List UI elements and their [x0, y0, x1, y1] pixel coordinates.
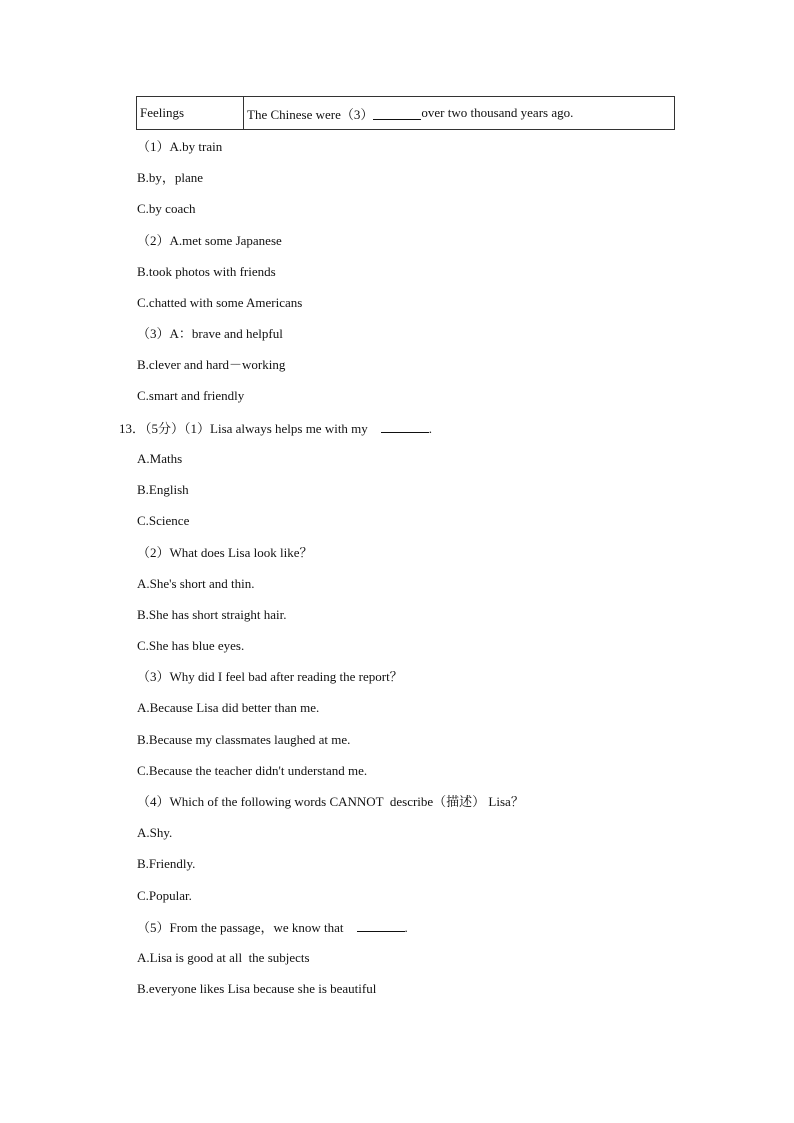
q13-1-stem: [119, 420, 432, 437]
q13-1-option-a: A.Maths: [137, 451, 183, 466]
feelings-table: [136, 96, 675, 130]
q13-1-option-b: B.English: [137, 482, 189, 497]
answer-blank[interactable]: [357, 919, 405, 932]
q13-3-stem: （3）Why did I feel bad after reading the report？: [137, 669, 403, 684]
table-label: Feelings: [140, 105, 185, 120]
q13-5-stem-text: （5）From the passage，we know that: [137, 920, 344, 935]
q13-4-option-c: C.Popular.: [137, 888, 192, 903]
table-content-cell: [244, 97, 674, 129]
q12-3-option-b: B.clever and hard－working: [137, 357, 286, 372]
q13-2-option-b: B.She has short straight hair.: [137, 607, 287, 622]
table-text-after: over two thousand years ago.: [421, 105, 574, 120]
q12-1-option-a: （1）A.by train: [137, 139, 223, 154]
q13-2-option-a: A.She's short and thin.: [137, 576, 255, 591]
q12-2-option-b: B.took photos with friends: [137, 264, 276, 279]
q13-5-option-b: B.everyone likes Lisa because she is beautiful: [137, 981, 377, 996]
q13-1-option-c: C.Science: [137, 513, 190, 528]
q12-1-option-c: C.by coach: [137, 201, 196, 216]
answer-blank[interactable]: [373, 107, 421, 120]
q13-5-option-a: A.Lisa is good at all the subjects: [137, 950, 310, 965]
q12-3-option-a: （3）A：brave and helpful: [137, 326, 283, 341]
q13-5-stem-end: .: [404, 920, 408, 935]
q12-2-option-a: （2）A.met some Japanese: [137, 233, 282, 248]
q13-3-option-b: B.Because my classmates laughed at me.: [137, 732, 351, 747]
q12-1-option-b: B.by，plane: [137, 170, 204, 185]
q13-2-stem: （2）What does Lisa look like？: [137, 545, 313, 560]
q13-4-option-a: A.Shy.: [137, 825, 173, 840]
q12-3-option-c: C.smart and friendly: [137, 388, 245, 403]
q13-3-option-c: C.Because the teacher didn't understand me.: [137, 763, 368, 778]
answer-blank[interactable]: [381, 420, 429, 433]
question-number: 13．（5分）: [119, 421, 185, 436]
q12-2-option-c: C.chatted with some Americans: [137, 295, 303, 310]
q13-5-stem: [137, 919, 408, 936]
q13-4-stem: （4）Which of the following words CANNOT describe（描述） Lisa？: [137, 794, 524, 809]
q13-4-option-b: B.Friendly.: [137, 856, 196, 871]
table-label-cell: [137, 97, 244, 129]
table-text-before: The Chinese were（3）: [247, 106, 374, 122]
q13-1-stem-end: .: [428, 421, 433, 436]
q13-3-option-a: A.Because Lisa did better than me.: [137, 700, 320, 715]
q13-1-stem-text: （1）Lisa always helps me with my: [184, 421, 368, 436]
q13-2-option-c: C.She has blue eyes.: [137, 638, 245, 653]
